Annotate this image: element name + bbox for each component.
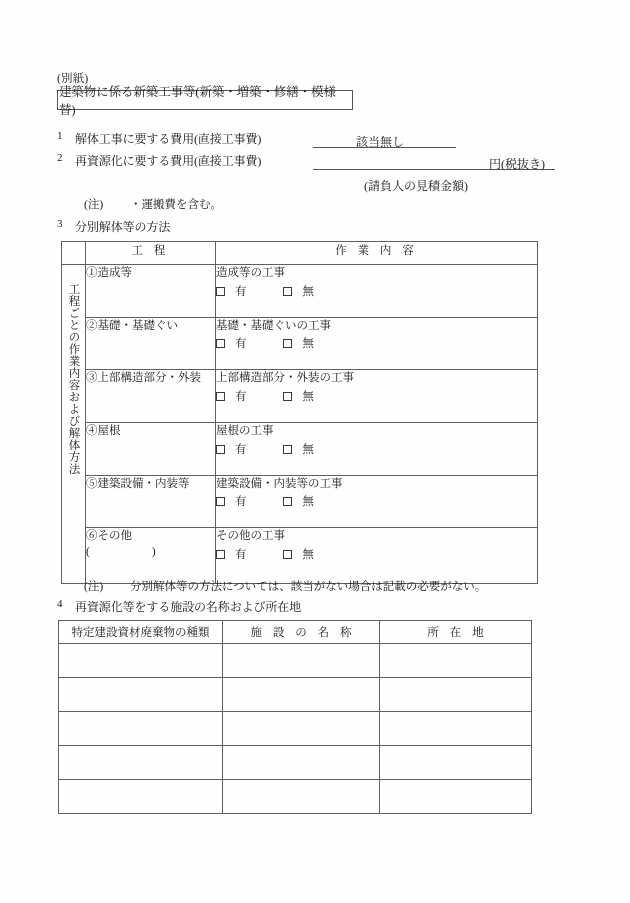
attachment-label: (別紙) bbox=[57, 73, 89, 85]
section-3-title: 分別解体等の方法 bbox=[75, 220, 171, 234]
table-row bbox=[62, 317, 538, 370]
facility-name-cell[interactable] bbox=[223, 780, 380, 814]
checkbox-label-no: 無 bbox=[302, 338, 314, 351]
cost-item-2-label: 再資源化に要する費用(直接工事費) bbox=[75, 154, 262, 168]
checkbox-label-yes: 有 bbox=[235, 285, 247, 298]
table-row bbox=[59, 780, 532, 814]
checkbox-icon[interactable] bbox=[216, 550, 225, 559]
checkbox-label-no: 無 bbox=[302, 443, 314, 456]
table-row bbox=[59, 678, 532, 712]
cost-item-1-label: 解体工事に要する費用(直接工事費) bbox=[75, 132, 262, 146]
method-table bbox=[61, 241, 538, 584]
checkbox-option-yes[interactable] bbox=[216, 336, 247, 354]
checkbox-icon[interactable] bbox=[216, 339, 225, 348]
checkbox-label-yes: 有 bbox=[235, 443, 247, 456]
title-box bbox=[57, 85, 353, 117]
checkbox-label-no: 無 bbox=[302, 496, 314, 509]
waste-type-cell[interactable] bbox=[59, 746, 223, 780]
method-table-header-row bbox=[62, 242, 538, 265]
checkbox-option-no[interactable] bbox=[283, 494, 314, 512]
table-row bbox=[62, 370, 538, 423]
table-row bbox=[62, 265, 538, 318]
waste-type-cell[interactable] bbox=[59, 712, 223, 746]
checkbox-icon[interactable] bbox=[283, 339, 292, 348]
column-header-location: 所 在 地 bbox=[380, 621, 532, 644]
checkbox-label-yes: 有 bbox=[235, 496, 247, 509]
checkbox-option-no[interactable] bbox=[283, 284, 314, 302]
note-method-lead: (注) bbox=[84, 581, 104, 593]
location-cell[interactable] bbox=[380, 746, 532, 780]
column-header-waste-type: 特定建設資材廃棄物の種類 bbox=[59, 621, 223, 644]
process-label: ⑥その他 bbox=[86, 530, 132, 543]
work-title: 基礎・基礎ぐいの工事 bbox=[216, 319, 331, 332]
work-content-cell bbox=[216, 422, 538, 475]
process-other-input[interactable] bbox=[86, 544, 215, 560]
section-4-title: 再資源化等をする施設の名称および所在地 bbox=[75, 600, 302, 614]
work-title: 屋根の工事 bbox=[216, 424, 274, 437]
location-cell[interactable] bbox=[380, 644, 532, 678]
checkbox-option-yes[interactable] bbox=[216, 547, 247, 565]
section-3-number: 3 bbox=[57, 218, 63, 230]
checkbox-icon[interactable] bbox=[283, 497, 292, 506]
checkbox-label-yes: 有 bbox=[235, 549, 247, 562]
work-content-cell bbox=[216, 265, 538, 318]
waste-type-cell[interactable] bbox=[59, 780, 223, 814]
checkbox-group bbox=[216, 442, 537, 460]
checkbox-icon[interactable] bbox=[216, 287, 225, 296]
process-cell bbox=[86, 528, 216, 584]
table-row bbox=[59, 746, 532, 780]
process-cell: ①造成等 bbox=[86, 265, 216, 318]
location-cell[interactable] bbox=[380, 712, 532, 746]
work-title: 造成等の工事 bbox=[216, 267, 285, 279]
process-cell: ②基礎・基礎ぐい bbox=[86, 317, 216, 370]
waste-type-cell[interactable] bbox=[59, 644, 223, 678]
checkbox-option-yes[interactable] bbox=[216, 442, 247, 460]
location-cell[interactable] bbox=[380, 678, 532, 712]
checkbox-label-yes: 有 bbox=[235, 391, 247, 404]
checkbox-group bbox=[216, 547, 537, 565]
checkbox-icon[interactable] bbox=[283, 392, 292, 401]
cost-item-1-value[interactable]: 該当無し bbox=[356, 135, 405, 149]
checkbox-group bbox=[216, 284, 537, 302]
checkbox-icon[interactable] bbox=[216, 497, 225, 506]
column-header-work-content: 作 業 内 容 bbox=[216, 242, 538, 265]
facility-name-cell[interactable] bbox=[223, 712, 380, 746]
note-method bbox=[84, 578, 486, 594]
checkbox-option-no[interactable] bbox=[283, 547, 314, 565]
section-4-number: 4 bbox=[57, 598, 63, 610]
table-row bbox=[62, 475, 538, 528]
checkbox-icon[interactable] bbox=[283, 550, 292, 559]
facility-name-cell[interactable] bbox=[223, 644, 380, 678]
title-box-text: 建築物に係る新築工事等(新築・増築・修繕・模様替) bbox=[59, 85, 336, 117]
vertical-label-header-cell bbox=[62, 242, 86, 265]
facility-name-cell[interactable] bbox=[223, 678, 380, 712]
checkbox-icon[interactable] bbox=[216, 445, 225, 454]
note-transport bbox=[84, 196, 222, 212]
work-title: その他の工事 bbox=[216, 530, 285, 543]
work-title: 建築設備・内装等の工事 bbox=[216, 477, 343, 490]
table-row bbox=[62, 528, 538, 584]
note-transport-lead: (注) bbox=[84, 199, 104, 211]
facility-name-cell[interactable] bbox=[223, 746, 380, 780]
process-cell: ③上部構造部分・外装 bbox=[86, 370, 216, 423]
checkbox-option-yes[interactable] bbox=[216, 389, 247, 407]
column-header-facility-name: 施 設 の 名 称 bbox=[223, 621, 380, 644]
location-cell[interactable] bbox=[380, 780, 532, 814]
checkbox-option-no[interactable] bbox=[283, 336, 314, 354]
checkbox-option-no[interactable] bbox=[283, 442, 314, 460]
process-cell: ④屋根 bbox=[86, 422, 216, 475]
work-content-cell bbox=[216, 475, 538, 528]
paren-right: ) bbox=[151, 546, 156, 559]
note-transport-text: ・運搬費を含む。 bbox=[130, 199, 222, 211]
work-title: 上部構造部分・外装の工事 bbox=[216, 372, 354, 385]
estimate-note: (請負人の見積金額) bbox=[364, 179, 468, 193]
cost-item-1-number: 1 bbox=[57, 130, 63, 142]
cost-item-2-suffix: 円(税抜き) bbox=[489, 157, 545, 171]
table-row bbox=[59, 712, 532, 746]
checkbox-label-no: 無 bbox=[302, 285, 314, 298]
facility-table-header-row bbox=[59, 621, 532, 644]
checkbox-option-yes[interactable] bbox=[216, 494, 247, 512]
checkbox-group bbox=[216, 336, 537, 354]
checkbox-group bbox=[216, 389, 537, 407]
checkbox-icon[interactable] bbox=[283, 445, 292, 454]
checkbox-option-no[interactable] bbox=[283, 389, 314, 407]
facility-table bbox=[58, 620, 532, 814]
table-row bbox=[62, 422, 538, 475]
vertical-label-text: 工程ごとの作業内容および解体方法 bbox=[67, 283, 80, 475]
work-content-cell bbox=[216, 528, 538, 584]
checkbox-label-no: 無 bbox=[302, 391, 314, 404]
paren-left: ( bbox=[86, 546, 90, 559]
process-cell: ⑤建築設備・内装等 bbox=[86, 475, 216, 528]
checkbox-group bbox=[216, 494, 537, 512]
work-content-cell bbox=[216, 317, 538, 370]
checkbox-icon[interactable] bbox=[283, 287, 292, 296]
cost-item-2-number: 2 bbox=[57, 152, 63, 164]
table-row bbox=[59, 644, 532, 678]
work-content-cell bbox=[216, 370, 538, 423]
column-header-process: 工 程 bbox=[86, 242, 216, 265]
checkbox-label-yes: 有 bbox=[235, 338, 247, 351]
waste-type-cell[interactable] bbox=[59, 678, 223, 712]
checkbox-label-no: 無 bbox=[302, 549, 314, 562]
checkbox-icon[interactable] bbox=[216, 392, 225, 401]
vertical-label-cell bbox=[62, 265, 86, 584]
note-method-text: 分別解体等の方法については、該当がない場合は記載の必要がない。 bbox=[130, 581, 487, 593]
checkbox-option-yes[interactable] bbox=[216, 284, 247, 302]
